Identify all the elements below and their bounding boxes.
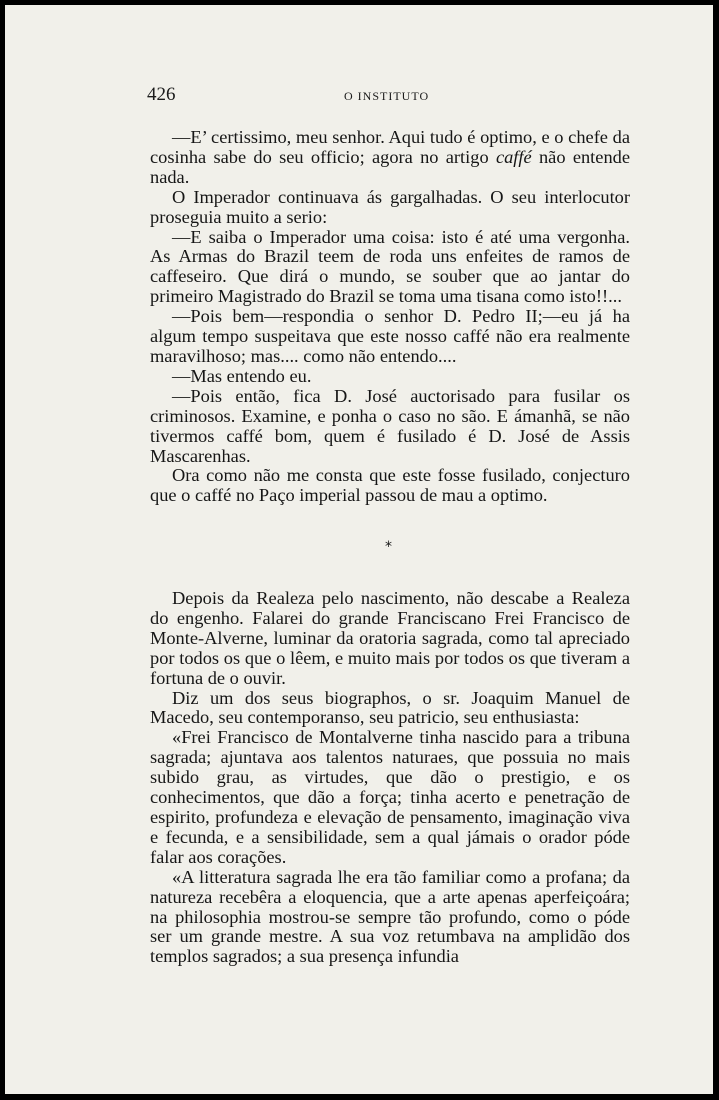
paragraph: —E’ certissimo, meu senhor. Aqui tudo é optimo, e o chefe da cosinha sabe do seu officio; agora no artigo caffé não entende nada.	[150, 127, 631, 187]
italic-word: caffé	[495, 146, 532, 167]
paragraph: —Pois bem—respondia o senhor D. Pedro II;—eu já ha algum tempo suspeitava que este nosso caffé não era realmente maravilhoso; mas.... como não entendo....	[150, 306, 630, 366]
section-separator-asterisk: *	[385, 539, 392, 555]
paragraph: —Mas entendo eu.	[172, 365, 312, 386]
paragraph: Ora como não me consta que este fosse fusilado, conjecturo que o caffé no Paço imperial passou de mau a optimo.	[150, 465, 630, 506]
paragraph: «Frei Francisco de Montalverne tinha nascido para a tribuna sagrada; ajuntava aos talentos naturaes, que possuia no mais subido grau, as virtudes, que dão o prestigio, e os conhecimentos, que dão a força; tinha acerto e penetração de espirito, profundeza e elevação de pensamento, imaginação viva e fecunda, e a sensibilidade, sem a qual jámais o orador póde falar aos corações.	[150, 727, 630, 867]
page-header	[147, 84, 625, 110]
paragraph: O Imperador continuava ás gargalhadas. O seu interlocutor proseguia muito a serio:	[150, 186, 630, 227]
paragraph: —E saiba o Imperador uma coisa: isto é até uma vergonha. As Armas do Brazil teem de roda uns enfeites de ramos de caffeseiro. Que dirá o mundo, se souber que ao jantar do primeiro Magistrado do Brazil se toma uma tisana como isto!!...	[150, 226, 630, 307]
text-block-dialogue	[150, 128, 630, 506]
text-block-monte-alverne	[150, 589, 630, 967]
running-title: O INSTITUTO	[344, 89, 430, 103]
paragraph: «A litteratura sagrada lhe era tão familiar como a profana; da natureza recebêra a eloquencia, que a arte apenas aperfeiçoára; na philosophia mostrou-se sempre tão profundo, como o póde ser um grande mestre. A sua voz retumbava na amplidão dos templos sagrados; a sua presença infundia	[150, 866, 630, 967]
paragraph: —Pois então, fica D. José auctorisado para fusilar os criminosos. Examine, e ponha o caso no são. E ámanhã, se não tivermos caffé bom, quem é fusilado é D. José de Assis Mascarenhas.	[150, 385, 630, 466]
paragraph: Diz um dos seus biographos, o sr. Joaquim Manuel de Macedo, seu contemporanso, seu patricio, seu enthusiasta:	[150, 687, 630, 728]
paragraph: Depois da Realeza pelo nascimento, não descabe a Realeza do engenho. Falarei do grande Franciscano Frei Francisco de Monte-Alverne, luminar da oratoria sagrada, como tal apreciado por todos os que o lêem, e muito mais por todos os que tiveram a fortuna de o ouvir.	[150, 588, 630, 688]
scanned-page	[5, 5, 713, 1094]
page-number: 426	[147, 84, 176, 105]
